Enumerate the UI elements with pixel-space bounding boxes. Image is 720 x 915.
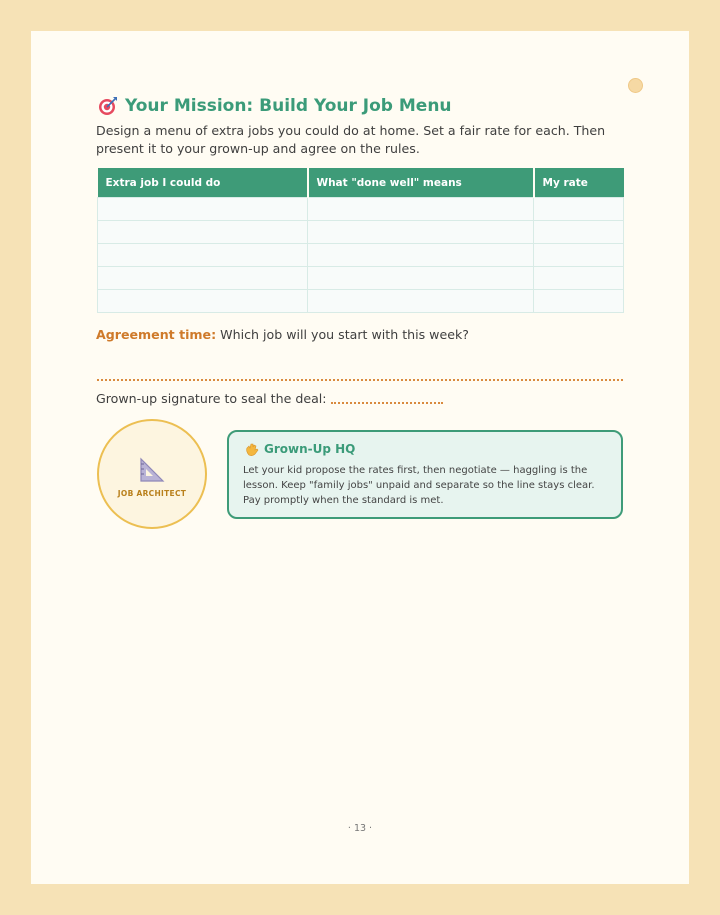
agreement-answer-line[interactable] bbox=[97, 379, 623, 381]
signature-line[interactable] bbox=[331, 402, 443, 404]
waving-hand-icon bbox=[245, 442, 259, 456]
table-row bbox=[98, 221, 624, 244]
worksheet-page bbox=[31, 31, 689, 884]
grown-up-hq-heading bbox=[245, 442, 355, 456]
agreement-question: Which job will you start with this week? bbox=[220, 327, 469, 342]
page-number: · 13 · bbox=[347, 823, 373, 834]
column-header-job: Extra job I could do bbox=[98, 168, 308, 198]
job-cell[interactable] bbox=[98, 290, 308, 313]
job-cell[interactable] bbox=[98, 267, 308, 290]
mission-title: Your Mission: Build Your Job Menu bbox=[125, 96, 452, 116]
signature-prompt bbox=[96, 391, 443, 406]
table-header-row bbox=[98, 168, 624, 198]
corner-decoration-dot bbox=[628, 78, 643, 93]
target-icon bbox=[98, 96, 118, 116]
agreement-label: Agreement time: bbox=[96, 327, 217, 342]
mission-intro: Design a menu of extra jobs you could do at home. Set a fair rate for each. Then present it to your grown-up and agree on the rules. bbox=[96, 123, 606, 156]
triangle-ruler-icon bbox=[138, 456, 166, 484]
rate-cell[interactable] bbox=[534, 244, 624, 267]
job-cell[interactable] bbox=[98, 244, 308, 267]
table-row bbox=[98, 198, 624, 221]
rate-cell[interactable] bbox=[534, 221, 624, 244]
done-well-cell[interactable] bbox=[308, 221, 534, 244]
agreement-prompt bbox=[96, 327, 469, 342]
job-cell[interactable] bbox=[98, 198, 308, 221]
grown-up-hq-body: Let your kid propose the rates first, then negotiate — haggling is the lesson. Keep "family jobs" unpaid and separate so the line stays clear. Pay promptly when the standard is met. bbox=[243, 465, 595, 506]
rate-cell[interactable] bbox=[534, 290, 624, 313]
done-well-cell[interactable] bbox=[308, 198, 534, 221]
rate-cell[interactable] bbox=[534, 267, 624, 290]
grown-up-hq-callout bbox=[227, 430, 623, 519]
done-well-cell[interactable] bbox=[308, 244, 534, 267]
column-header-done-well: What "done well" means bbox=[308, 168, 534, 198]
table-row bbox=[98, 290, 624, 313]
badge-label: JOB ARCHITECT bbox=[117, 489, 187, 498]
job-menu-table bbox=[97, 168, 624, 313]
column-header-rate: My rate bbox=[534, 168, 624, 198]
mission-heading bbox=[98, 94, 452, 118]
job-cell[interactable] bbox=[98, 221, 308, 244]
table-row bbox=[98, 267, 624, 290]
job-architect-badge bbox=[97, 419, 207, 529]
grown-up-hq-title: Grown-Up HQ bbox=[264, 442, 356, 456]
table-row bbox=[98, 244, 624, 267]
done-well-cell[interactable] bbox=[308, 290, 534, 313]
rate-cell[interactable] bbox=[534, 198, 624, 221]
signature-label: Grown-up signature to seal the deal: bbox=[96, 391, 327, 406]
done-well-cell[interactable] bbox=[308, 267, 534, 290]
